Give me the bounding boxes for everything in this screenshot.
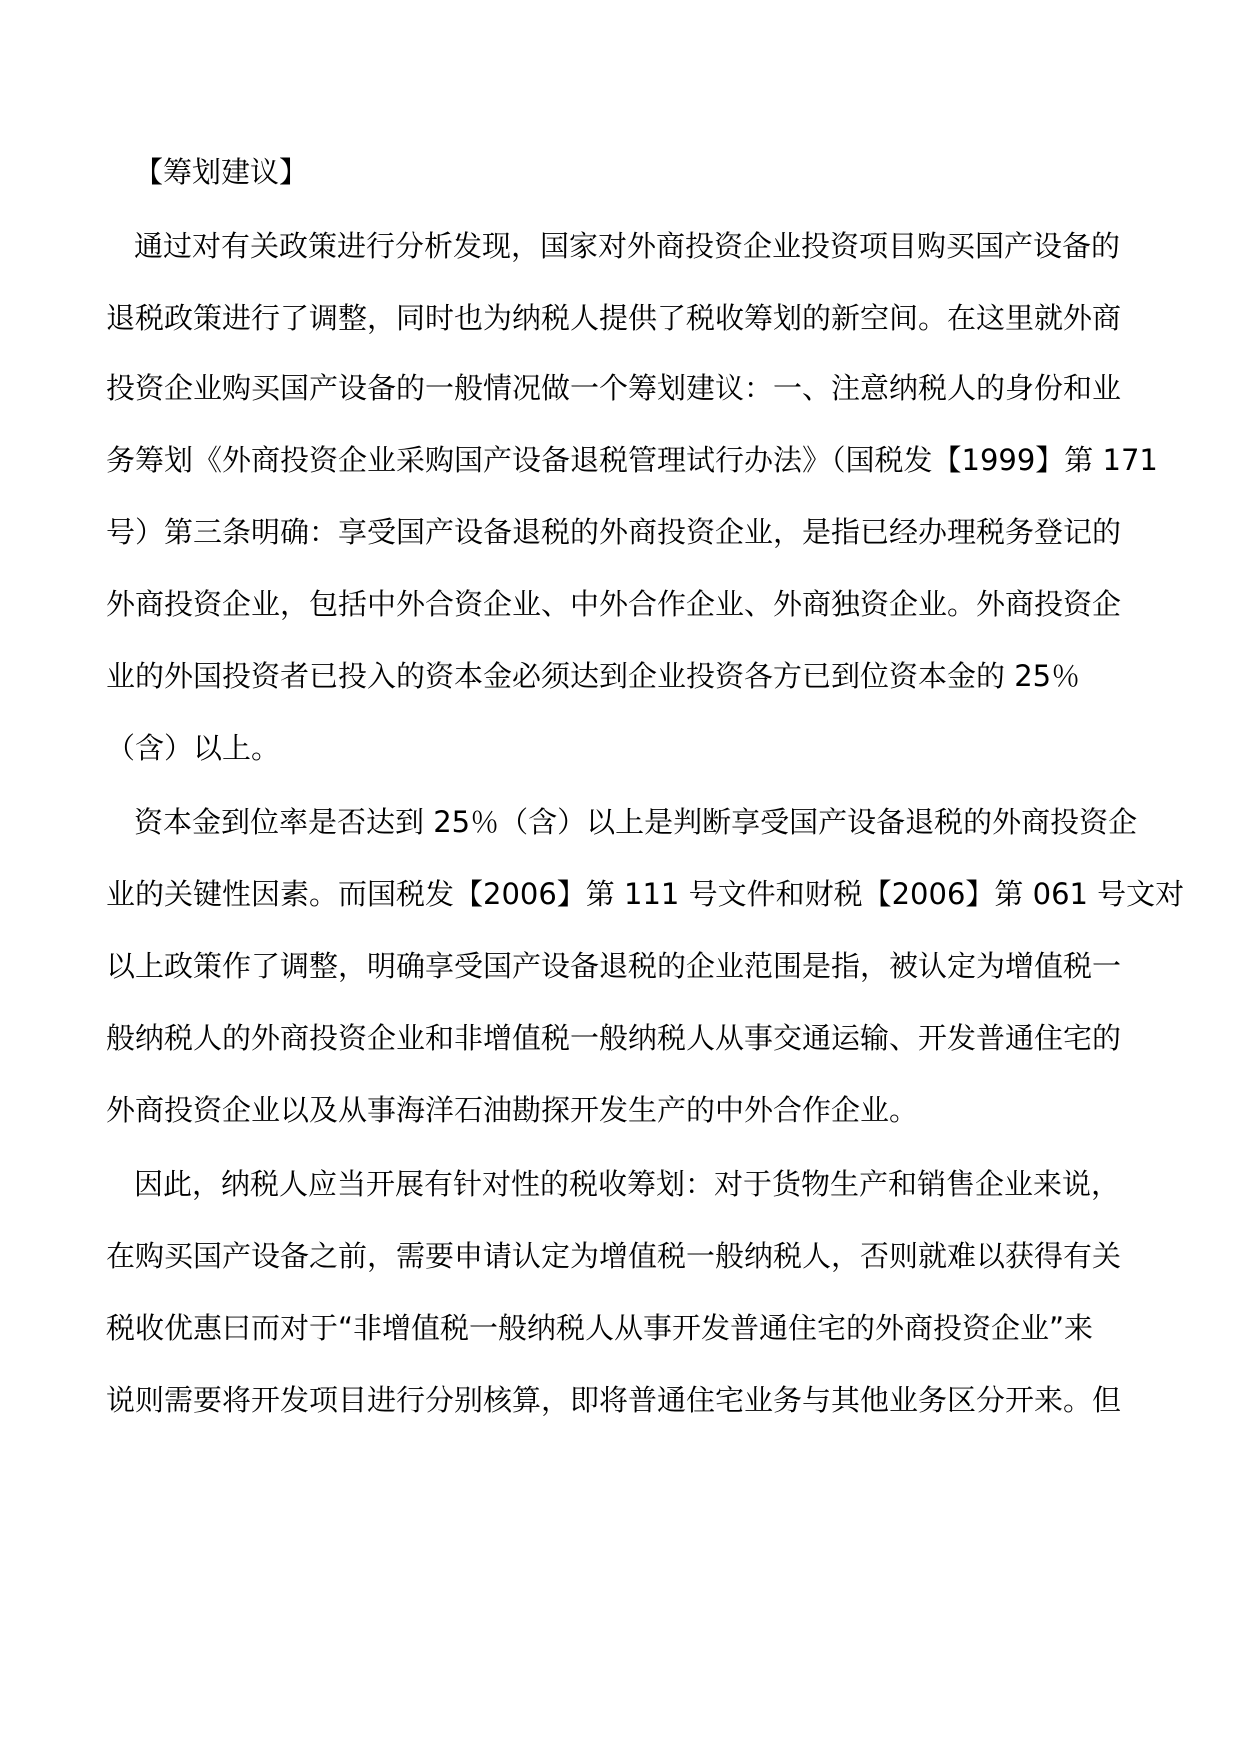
paragraph-line: 般纳税人的外商投资企业和非增值税一般纳税人从事交通运输、开发普通住宅的 — [106, 1021, 1122, 1055]
paragraph-line: （含）以上。 — [106, 731, 281, 765]
paragraph-line: 业的外国投资者已投入的资本金必须达到企业投资各方已到位资本金的 25％ — [106, 659, 1081, 693]
paragraph-line: 务筹划《外商投资企业采购国产设备退税管理试行办法》（国税发【1999】第 171 — [106, 443, 1158, 477]
paragraph-line: 退税政策进行了调整，同时也为纳税人提供了税收筹划的新空间。在这里就外商 — [106, 301, 1122, 335]
section-heading: 【筹划建议】 — [134, 155, 309, 189]
paragraph-line: 投资企业购买国产设备的一般情况做一个筹划建议：一、注意纳税人的身份和业 — [106, 371, 1122, 405]
paragraph-line: 税收优惠曰而对于“非增值税一般纳税人从事开发普通住宅的外商投资企业”来 — [106, 1311, 1094, 1345]
paragraph-line: 外商投资企业，包括中外合资企业、中外合作企业、外商独资企业。外商投资企 — [106, 587, 1122, 621]
paragraph-line: 外商投资企业以及从事海洋石油勘探开发生产的中外合作企业。 — [106, 1093, 919, 1127]
paragraph-line: 说则需要将开发项目进行分别核算，即将普通住宅业务与其他业务区分开来。但 — [106, 1383, 1122, 1417]
paragraph-line: 号）第三条明确：享受国产设备退税的外商投资企业，是指已经办理税务登记的 — [106, 515, 1122, 549]
paragraph-line: 业的关键性因素。而国税发【2006】第 111 号文件和财税【2006】第 061 号文对 — [106, 877, 1185, 911]
paragraph-line: 在购买国产设备之前，需要申请认定为增值税一般纳税人，否则就难以获得有关 — [106, 1239, 1122, 1273]
paragraph-line: 以上政策作了调整，明确享受国产设备退税的企业范围是指，被认定为增值税一 — [106, 949, 1122, 983]
paragraph-line: 资本金到位率是否达到 25％（含）以上是判断享受国产设备退税的外商投资企 — [134, 805, 1138, 839]
paragraph-line: 因此，纳税人应当开展有针对性的税收筹划：对于货物生产和销售企业来说， — [134, 1167, 1121, 1201]
paragraph-line: 通过对有关政策进行分析发现，国家对外商投资企业投资项目购买国产设备的 — [134, 229, 1121, 263]
